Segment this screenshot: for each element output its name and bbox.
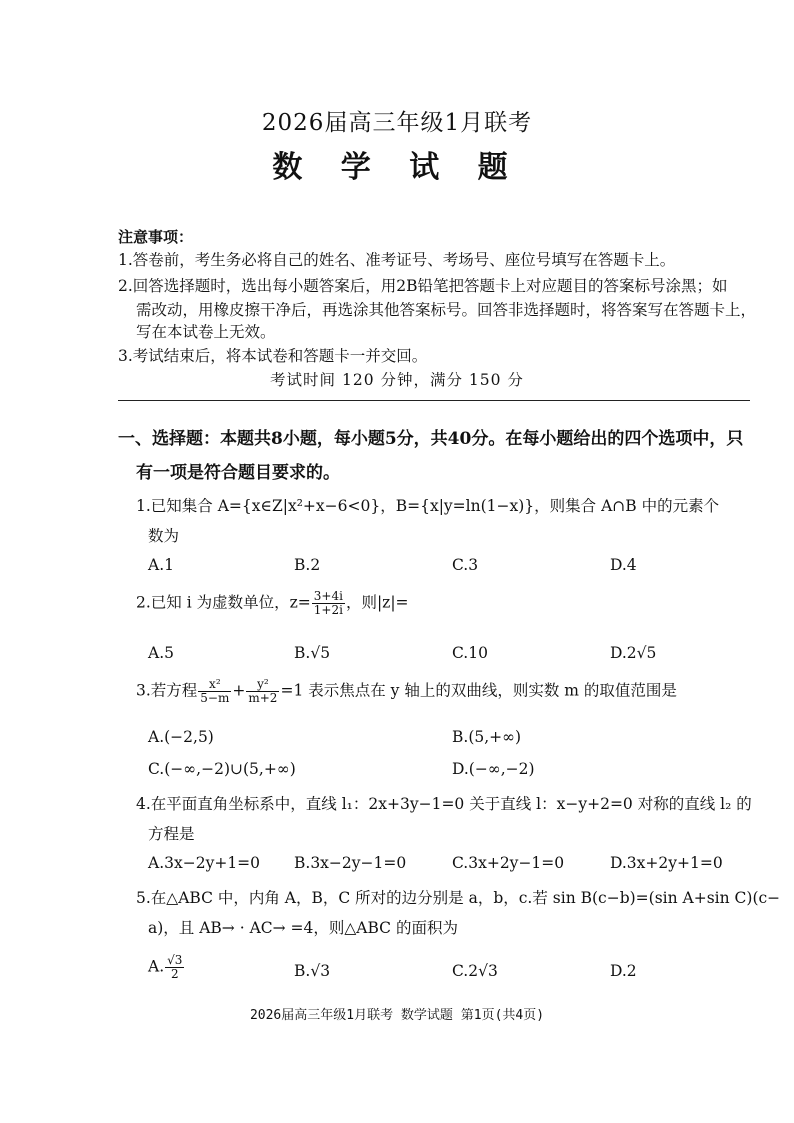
question-2-fraction-numerator: 3+4i [313,589,343,603]
question-2-option-d: D.2√5 [610,644,657,662]
notice-item-2-line-2: 需改动，用橡皮擦干净后，再选涂其他答案标号。回答非选择题时，将答案写在答题卡上， [136,301,757,319]
section-1-heading-line-1: 一、选择题：本题共8小题，每小题5分，共40分。在每小题给出的四个选项中，只 [118,429,744,449]
question-3-stem [136,678,677,705]
subject-title: 数 学 试 题 [272,150,522,185]
question-1-option-a: A.1 [148,556,174,574]
question-3-fraction-1-numerator: x² [198,678,231,692]
question-4-line-2: 方程是 [148,825,195,843]
question-3-fraction-2-denominator: m+2 [248,691,278,705]
question-5-line-1: 5.在△ABC 中，内角 A，B，C 所对的边分别是 a，b，c.若 sin B(c−b)=(sin A+sin C)(c− [136,889,781,907]
question-3-fraction-1-denominator: 5−m [200,691,230,705]
question-2-stem [136,590,409,617]
question-5-line-2: a)，且 AB→ · AC→ =4，则△ABC 的面积为 [148,919,458,937]
question-4-line-1: 4.在平面直角坐标系中，直线 l₁：2x+3y−1=0 关于直线 l：x−y+2=0 对称的直线 l₂ 的 [136,795,752,813]
question-4-option-b: B.3x−2y−1=0 [294,854,407,872]
question-2-suffix: ，则|z|= [345,593,409,612]
question-3-fraction-2 [246,678,279,705]
question-3-option-a: A.(−2,5) [148,728,214,746]
question-1-line-1: 1.已知集合 A={x∈Z|x²+x−6<0}，B={x|y=ln(1−x)}，则集合 A∩B 中的元素个 [136,497,720,515]
question-2-fraction [312,590,345,617]
question-3-fraction-1 [198,678,231,705]
question-2-fraction-denominator: 1+2i [313,603,343,617]
question-3-option-d: D.(−∞,−2) [452,760,535,778]
question-3-option-b: B.(5,+∞) [452,728,522,746]
question-4-option-d: D.3x+2y+1=0 [610,854,723,872]
question-2-option-a: A.5 [148,644,174,662]
exam-time: 考试时间 120 分钟，满分 150 分 [270,371,524,389]
question-5-option-a-denominator: 2 [170,967,179,981]
question-3-prefix: 3.若方程 [136,681,198,700]
question-5-option-a [148,954,185,981]
page-footer: 2026届高三年级1月联考 数学试题 第1页(共4页) [249,1008,545,1023]
question-1-option-d: D.4 [610,556,637,574]
question-3-option-c: C.(−∞,−2)∪(5,+∞) [148,760,296,778]
notice-heading: 注意事项： [118,228,194,246]
question-1-option-b: B.2 [294,556,321,574]
question-1-line-2: 数为 [148,527,180,545]
notice-item-2-line-3: 写在本试卷上无效。 [136,323,276,341]
question-5-option-a-fraction [165,954,184,981]
notice-item-2-line-1: 2.回答选择题时，选出每小题答案后，用2B铅笔把答题卡上对应题目的答案标号涂黑；如 [118,277,728,295]
question-4-option-c: C.3x+2y−1=0 [452,854,565,872]
divider-line [118,400,750,401]
question-3-plus: + [232,681,246,700]
question-3-suffix: =1 表示焦点在 y 轴上的双曲线，则实数 m 的取值范围是 [280,681,677,700]
question-2-prefix: 2.已知 i 为虚数单位，z= [136,593,311,612]
question-1-option-c: C.3 [452,556,479,574]
notice-item-3: 3.考试结束后，将本试卷和答题卡一并交回。 [118,347,428,365]
question-4-option-a: A.3x−2y+1=0 [148,854,261,872]
question-5-option-d: D.2 [610,962,637,980]
notice-item-1: 1.答卷前，考生务必将自己的姓名、准考证号、考场号、座位号填写在答题卡上。 [118,251,676,269]
section-1-heading-line-2: 有一项是符合题目要求的。 [136,463,340,483]
question-5-option-a-label: A. [148,957,165,976]
question-2-option-c: C.10 [452,644,488,662]
question-5-option-b: B.√3 [294,962,331,980]
exam-title: 2026届高三年级1月联考 [261,110,533,136]
question-3-fraction-2-numerator: y² [246,678,279,692]
question-5-option-a-numerator: √3 [167,953,183,967]
question-2-option-b: B.√5 [294,644,331,662]
question-5-option-c: C.2√3 [452,962,498,980]
